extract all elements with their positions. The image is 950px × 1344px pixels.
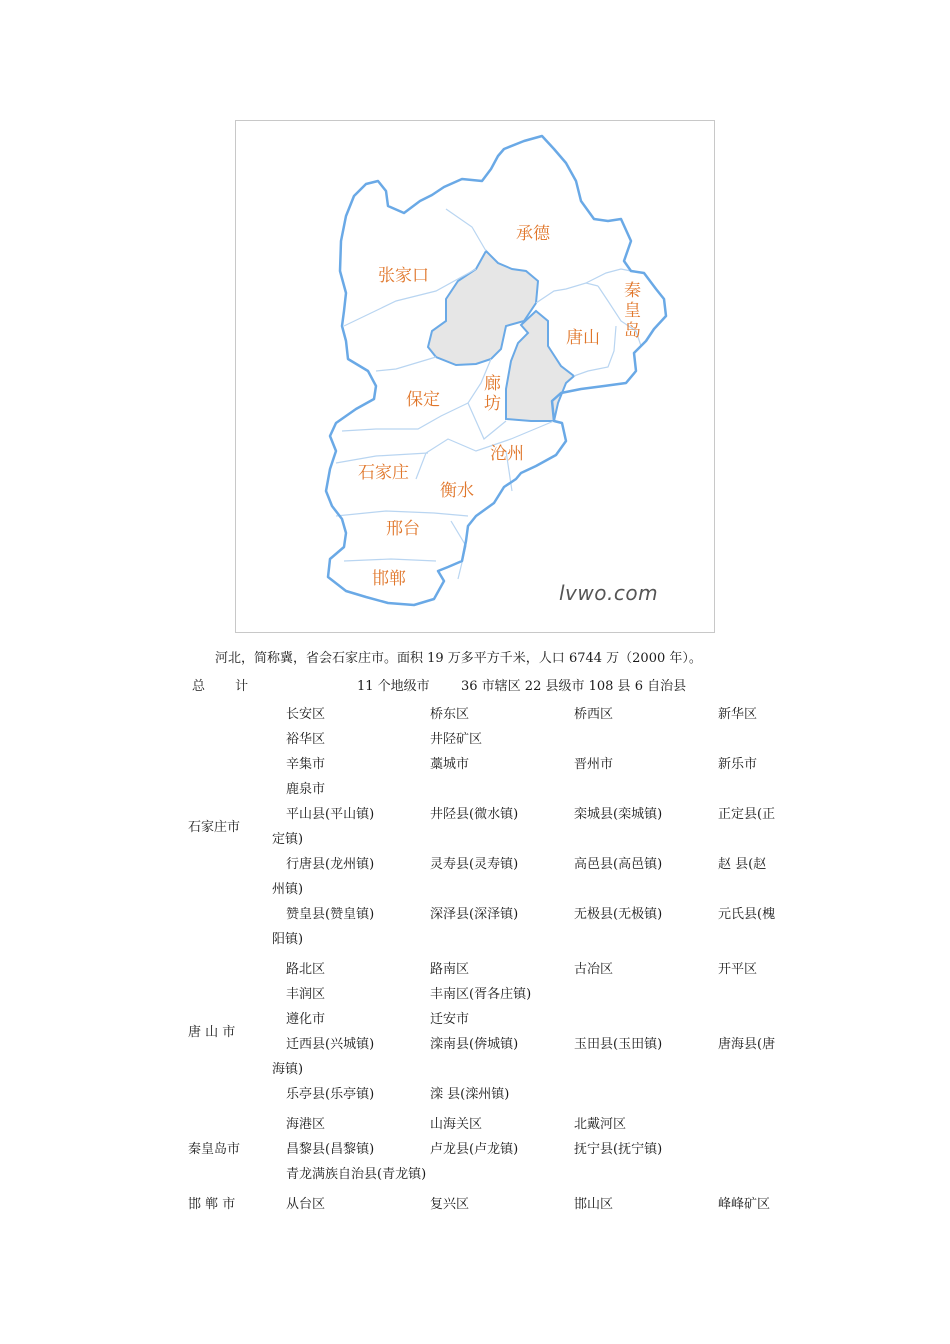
table-cell: 北戴河区 [574, 1117, 627, 1132]
table-cell: 井陉矿区 [430, 732, 483, 747]
hebei-map-svg [236, 121, 716, 634]
table-cell: 抚宁县(抚宁镇) [574, 1142, 663, 1157]
table-cell: 州镇) [272, 882, 304, 897]
table-cell: 海港区 [286, 1117, 326, 1132]
table-cell: 藁城市 [430, 757, 470, 772]
table-cell: 裕华区 [286, 732, 326, 747]
summary-label: 总 计 [192, 679, 262, 694]
hebei-map [235, 120, 715, 633]
city-name: 邯 郸 市 [188, 1197, 236, 1212]
label-xingtai: 邢台 [386, 519, 420, 539]
table-cell: 路北区 [286, 962, 326, 977]
label-hengshui: 衡水 [440, 481, 474, 501]
table-cell: 晋州市 [574, 757, 614, 772]
label-langfang-1: 廊 [484, 374, 501, 394]
watermark: lvwo.com [559, 581, 659, 605]
table-cell: 玉田县(玉田镇) [574, 1037, 663, 1052]
table-cell: 丰南区(胥各庄镇) [430, 987, 532, 1002]
city-name: 秦皇岛市 [188, 1142, 241, 1157]
label-zhangjiakou: 张家口 [378, 266, 429, 286]
table-cell: 长安区 [286, 707, 326, 722]
summary-counties: 36 市辖区 22 县级市 108 县 6 自治县 [461, 679, 687, 694]
table-cell: 复兴区 [430, 1197, 470, 1212]
table-cell: 丰润区 [286, 987, 326, 1002]
table-cell: 滦南县(倴城镇) [430, 1037, 519, 1052]
label-shijiazhuang: 石家庄 [358, 463, 409, 483]
table-cell: 灵寿县(灵寿镇) [430, 857, 519, 872]
label-cangzhou: 沧州 [490, 444, 524, 464]
label-handan: 邯郸 [372, 569, 406, 589]
table-cell: 鹿泉市 [286, 782, 326, 797]
table-cell: 遵化市 [286, 1012, 326, 1027]
table-cell: 辛集市 [286, 757, 326, 772]
table-cell: 路南区 [430, 962, 470, 977]
table-cell: 从台区 [286, 1197, 326, 1212]
table-cell: 唐海县(唐 [718, 1037, 776, 1052]
label-qinhuangdao-2: 皇 [624, 301, 641, 321]
table-cell: 定镇) [272, 832, 304, 847]
table-cell: 新华区 [718, 707, 758, 722]
table-cell: 迁安市 [430, 1012, 470, 1027]
label-qinhuangdao-3: 岛 [624, 321, 641, 341]
table-cell: 深泽县(深泽镇) [430, 907, 519, 922]
table-cell: 乐亭县(乐亭镇) [286, 1087, 375, 1102]
intro-text: 河北，简称冀，省会石家庄市。面积 19 万多平方千米，人口 6744 万（2000 年）。 [215, 651, 702, 666]
table-cell: 卢龙县(卢龙镇) [430, 1142, 519, 1157]
table-cell: 平山县(平山镇) [286, 807, 375, 822]
table-cell: 新乐市 [718, 757, 758, 772]
table-cell: 栾城县(栾城镇) [574, 807, 663, 822]
label-langfang-2: 坊 [484, 394, 501, 414]
table-cell: 青龙满族自治县(青龙镇) [286, 1167, 427, 1182]
city-name: 唐 山 市 [188, 1025, 236, 1040]
label-qinhuangdao-1: 秦 [624, 281, 641, 301]
table-cell: 古冶区 [574, 962, 614, 977]
table-cell: 邯山区 [574, 1197, 614, 1212]
label-baoding: 保定 [406, 390, 440, 410]
table-cell: 桥西区 [574, 707, 614, 722]
table-cell: 昌黎县(昌黎镇) [286, 1142, 375, 1157]
table-cell: 无极县(无极镇) [574, 907, 663, 922]
summary-prefectures: 11 个地级市 [357, 679, 430, 694]
table-cell: 正定县(正 [718, 807, 776, 822]
label-tangshan: 唐山 [566, 328, 600, 348]
table-cell: 桥东区 [430, 707, 470, 722]
table-cell: 高邑县(高邑镇) [574, 857, 663, 872]
table-cell: 海镇) [272, 1062, 304, 1077]
table-cell: 迁西县(兴城镇) [286, 1037, 375, 1052]
city-name: 石家庄市 [188, 820, 241, 835]
table-cell: 赵 县(赵 [718, 857, 767, 872]
table-cell: 山海关区 [430, 1117, 483, 1132]
table-cell: 滦 县(滦州镇) [430, 1087, 510, 1102]
table-cell: 阳镇) [272, 932, 304, 947]
tianjin-region [506, 311, 574, 421]
table-cell: 元氏县(槐 [718, 907, 776, 922]
table-cell: 峰峰矿区 [718, 1197, 771, 1212]
label-chengde: 承德 [516, 224, 550, 244]
table-cell: 井陉县(微水镇) [430, 807, 519, 822]
table-cell: 开平区 [718, 962, 758, 977]
table-cell: 行唐县(龙州镇) [286, 857, 375, 872]
table-cell: 赞皇县(赞皇镇) [286, 907, 375, 922]
